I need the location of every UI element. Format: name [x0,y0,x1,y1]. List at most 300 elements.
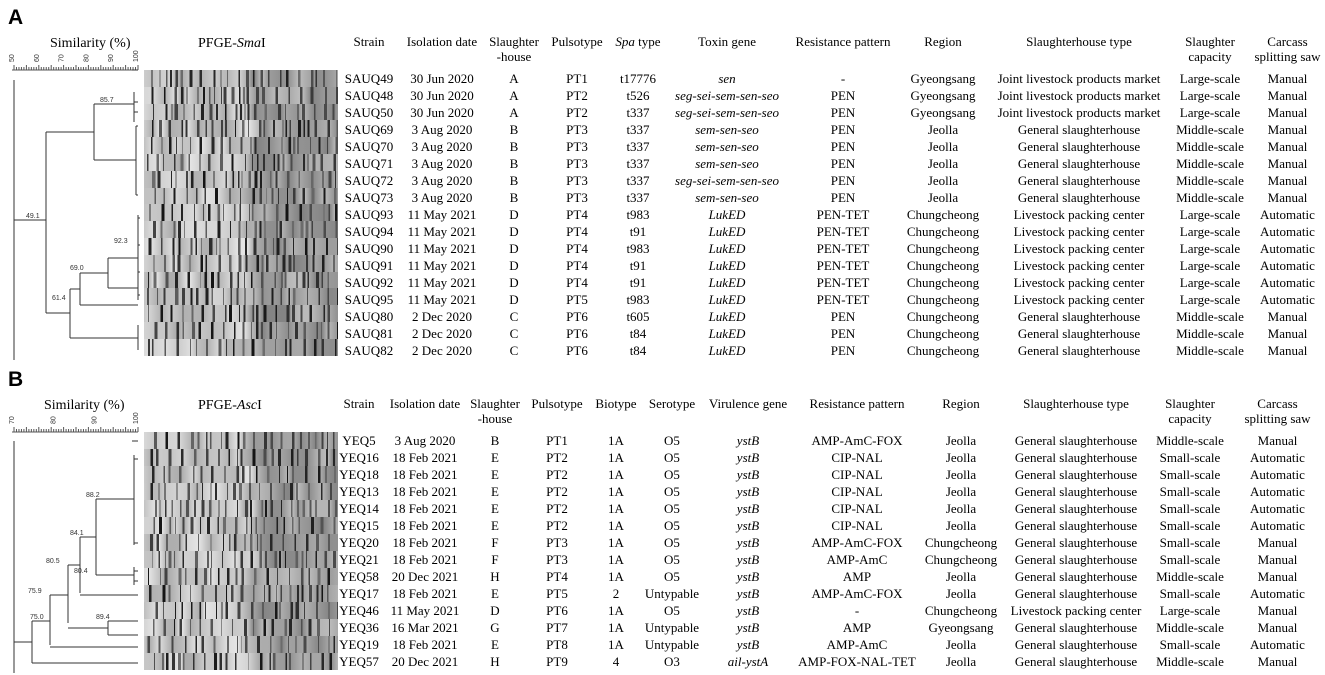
table-cell: Gyeongsang [910,71,976,86]
table-cell: E [491,484,499,499]
table-cell: PT2 [546,450,568,465]
table-cell: PT4 [566,224,588,239]
panel-a-table [338,34,1325,359]
table-cell: Middle-scale [1176,343,1244,358]
table-cell: PT1 [566,71,588,86]
table-cell: PEN-TET [816,207,870,222]
table-cell: General slaughterhouse [1014,586,1138,601]
gel-lane [144,466,338,483]
table-cell: General slaughterhouse [1014,484,1138,499]
table-cell: CIP-NAL [831,501,883,516]
table-cell: SAUQ82 [344,343,394,358]
table-cell: AMP-AmC-FOX [811,433,903,448]
table-cell: PEN-TET [816,258,870,273]
table-row [338,342,1325,359]
table-row [334,466,1325,483]
scale-tick-label: 70 [58,54,66,62]
table-cell: 1A [608,569,624,584]
table-cell: Livestock packing center [1013,275,1145,290]
table-cell: PT5 [566,292,588,307]
table-row [338,223,1325,240]
gel-lane [144,288,338,305]
table-cell: SAUQ93 [344,207,394,222]
gel-lane [144,517,338,534]
table-row [338,257,1325,274]
table-cell: Middle-scale [1176,309,1244,324]
table-cell: Manual [1267,343,1308,358]
table-cell: PT2 [566,88,588,103]
table-cell: 1A [608,450,624,465]
table-cell: Jeolla [927,173,959,188]
table-cell: 30 Jun 2020 [410,71,474,86]
table-cell: D [509,275,519,290]
gel-lane [144,204,338,221]
gel-lane [144,636,338,653]
header-spa-type: Spa type [615,34,661,49]
table-cell: Jeolla [945,450,977,465]
table-cell: C [509,326,519,341]
header-serotype: Serotype [648,396,696,411]
table-cell: 2 Dec 2020 [412,326,472,341]
table-cell: YEQ13 [339,484,379,499]
table-cell: PEN [830,122,856,137]
table-cell: B [509,139,519,154]
table-cell: Manual [1257,603,1298,618]
table-cell: O5 [664,552,680,567]
table-cell: Jeolla [927,156,959,171]
table-cell: Jeolla [945,518,977,533]
table-cell: 11 May 2021 [407,224,477,239]
table-cell: SAUQ92 [344,275,394,290]
table-cell: ystB [736,535,760,550]
table-cell: PEN-TET [816,241,870,256]
table-cell: Jeolla [945,501,977,516]
table-cell: General slaughterhouse [1017,139,1141,154]
table-cell: Jeolla [945,467,977,482]
table-cell: PEN [830,326,856,341]
table-cell: 16 Mar 2021 [391,620,459,635]
table-cell: t84 [629,343,647,358]
table-cell: General slaughterhouse [1014,654,1138,669]
table-cell: LukED [708,224,746,239]
panel-b-node-label: 75.9 [28,588,42,595]
table-cell: 18 Feb 2021 [392,535,458,550]
gel-lane [144,305,338,322]
table-cell: t84 [629,326,647,341]
table-cell: Large-scale [1179,71,1241,86]
scale-tick-label: 100 [133,412,140,424]
table-cell: AMP-AmC [826,552,888,567]
table-cell: t983 [626,241,650,256]
table-cell: 18 Feb 2021 [392,450,458,465]
table-row [334,449,1325,466]
panel-b-similarity-title: Similarity (%) [44,398,125,413]
table-row [338,121,1325,138]
table-cell: Large-scale [1179,88,1241,103]
table-cell: O5 [664,569,680,584]
table-cell: Manual [1257,552,1298,567]
table-cell: Chungcheong [906,224,980,239]
table-cell: ystB [736,586,760,601]
table-row [334,585,1325,602]
table-cell: 2 [612,586,620,601]
table-cell: AMP-AmC-FOX [811,535,903,550]
table-cell: Automatic [1250,586,1305,601]
table-cell: O5 [664,603,680,618]
table-cell: 1A [608,484,624,499]
panel-b-pfge-gel [144,432,338,670]
table-cell: Small-scale [1159,484,1221,499]
table-cell: 11 May 2021 [407,207,477,222]
header-pulsotype: Pulsotype [551,34,603,49]
panel-a-letter: A [8,6,24,29]
table-cell: ystB [736,603,760,618]
gel-lane [144,87,338,104]
table-cell: Manual [1267,105,1308,120]
gel-lane [144,534,338,551]
table-cell: SAUQ91 [344,258,394,273]
table-cell: Livestock packing center [1013,292,1145,307]
table-cell: O5 [664,484,680,499]
table-cell: PT1 [546,433,568,448]
table-cell: G [490,620,500,635]
table-cell: Gyeongsang [910,88,976,103]
header-resistance-pattern: Resistance pattern [795,34,891,49]
table-cell: Middle-scale [1176,173,1244,188]
table-cell: Jeolla [927,190,959,205]
table-cell: Untypable [644,586,700,601]
table-cell: Small-scale [1159,501,1221,516]
table-cell: Automatic [1250,518,1305,533]
table-cell: PT6 [566,343,588,358]
table-cell: F [491,535,499,550]
table-cell: LukED [708,207,746,222]
table-cell: Middle-scale [1156,654,1224,669]
panel-a-gel-title: PFGE-SmaI [198,36,266,51]
table-cell: PT2 [546,518,568,533]
table-row [338,87,1325,104]
table-cell: Middle-scale [1176,139,1244,154]
table-cell: O5 [664,518,680,533]
table-row [334,517,1325,534]
table-cell: D [509,292,519,307]
table-cell: 11 May 2021 [407,258,477,273]
table-cell: Jeolla [945,569,977,584]
table-cell: 1A [608,535,624,550]
table-cell: Livestock packing center [1010,603,1142,618]
table-cell: F [491,552,499,567]
table-cell: Large-scale [1179,275,1241,290]
table-cell: Chungcheong [906,207,980,222]
table-cell: SAUQ95 [344,292,394,307]
table-cell: D [509,224,519,239]
header-strain: Strain [353,34,385,49]
table-cell: D [509,241,519,256]
table-cell: Middle-scale [1176,190,1244,205]
panel-b-letter: B [8,368,24,391]
gel-lane [144,171,338,188]
scale-tick-label: 60 [33,54,41,62]
table-cell: Small-scale [1159,552,1221,567]
table-cell: PEN-TET [816,275,870,290]
table-cell: Jeolla [945,654,977,669]
header-slaughterhouse: Slaughter -house [489,34,539,64]
table-cell: Automatic [1260,241,1315,256]
table-cell: General slaughterhouse [1017,156,1141,171]
table-cell: seg-sei-sem-sen-seo [675,173,779,188]
table-cell: Large-scale [1179,241,1241,256]
table-cell: ystB [736,620,760,635]
table-cell: Large-scale [1179,224,1241,239]
table-cell: 1A [608,603,624,618]
table-cell: CIP-NAL [831,518,883,533]
table-cell: SAUQ69 [344,122,394,137]
table-cell: B [509,122,519,137]
table-cell: General slaughterhouse [1014,433,1138,448]
table-cell: General slaughterhouse [1017,326,1141,341]
panel-b-node-label: 88.2 [86,492,100,499]
table-cell: Manual [1267,326,1308,341]
scale-tick-label: 90 [108,54,116,62]
table-cell: AMP [842,569,872,584]
table-cell: General slaughterhouse [1017,190,1141,205]
table-cell: B [509,173,519,188]
table-cell: t605 [626,309,650,324]
panel-a-pfge-gel [144,70,338,355]
table-cell: Chungcheong [906,292,980,307]
table-cell: t337 [626,105,650,120]
table-row [338,104,1325,121]
table-cell: PT7 [546,620,568,635]
table-cell: Middle-scale [1156,620,1224,635]
table-cell: 20 Dec 2021 [391,569,459,584]
table-cell: LukED [708,241,746,256]
table-cell: Jeolla [945,433,977,448]
table-cell: 18 Feb 2021 [392,586,458,601]
table-cell: PT6 [546,603,568,618]
table-cell: O5 [664,450,680,465]
table-cell: E [491,586,499,601]
panel-b-node-label: 80.5 [46,558,60,565]
gel-lane [144,272,338,289]
table-row [338,291,1325,308]
table-cell: Middle-scale [1176,122,1244,137]
table-cell: 3 Aug 2020 [411,173,473,188]
scale-tick-label: 90 [91,416,99,424]
table-cell: PEN [830,343,856,358]
table-cell: LukED [708,292,746,307]
header-strain: Strain [343,396,375,411]
table-row [334,432,1325,449]
table-row [338,308,1325,325]
table-cell: Manual [1257,620,1298,635]
header-carcass-saw: Carcass splitting saw [1254,34,1321,64]
table-cell: t91 [629,224,647,239]
table-cell: A [509,71,519,86]
table-cell: E [491,450,499,465]
panel-a-node-label: 92.3 [114,238,128,245]
table-cell: sem-sen-seo [695,156,759,171]
table-cell: Large-scale [1179,258,1241,273]
table-cell: ystB [736,450,760,465]
table-cell: 18 Feb 2021 [392,518,458,533]
header-slaughterhouse-type: Slaughterhouse type [1023,396,1129,411]
table-cell: H [490,569,500,584]
table-cell: PT3 [546,552,568,567]
table-cell: 11 May 2021 [390,603,460,618]
table-cell: General slaughterhouse [1014,501,1138,516]
table-cell: PT2 [546,484,568,499]
table-cell: t337 [626,139,650,154]
table-cell: Manual [1257,535,1298,550]
table-cell: Chungcheong [924,552,998,567]
panel-b-node-label: 75.0 [30,614,44,621]
table-cell: 11 May 2021 [407,292,477,307]
panel-a-node-label: 85.7 [100,97,114,104]
table-cell: YEQ36 [339,620,379,635]
table-cell: CIP-NAL [831,450,883,465]
table-cell: B [490,433,500,448]
table-cell: t91 [629,275,647,290]
header-resistance-pattern: Resistance pattern [809,396,905,411]
table-cell: Livestock packing center [1013,207,1145,222]
table-cell: LukED [708,343,746,358]
panel-a-node-label: 49.1 [26,213,40,220]
table-row [338,155,1325,172]
table-cell: YEQ5 [342,433,376,448]
table-cell: Joint livestock products market [997,71,1161,86]
table-cell: Manual [1267,88,1308,103]
table-cell: 30 Jun 2020 [410,88,474,103]
table-cell: E [491,501,499,516]
table-cell: General slaughterhouse [1017,173,1141,188]
table-cell: Manual [1267,309,1308,324]
table-cell: General slaughterhouse [1014,450,1138,465]
table-cell: General slaughterhouse [1017,343,1141,358]
table-cell: General slaughterhouse [1017,309,1141,324]
table-cell: General slaughterhouse [1014,535,1138,550]
table-cell: SAUQ90 [344,241,394,256]
table-cell: 3 Aug 2020 [411,190,473,205]
table-cell: LukED [708,326,746,341]
table-cell: - [854,603,860,618]
table-cell: Automatic [1250,450,1305,465]
table-cell: H [490,654,500,669]
table-cell: SAUQ80 [344,309,394,324]
table-row [338,172,1325,189]
table-cell: 3 Aug 2020 [411,122,473,137]
header-isolation-date: Isolation date [406,34,478,49]
table-cell: Small-scale [1159,535,1221,550]
table-cell: General slaughterhouse [1014,637,1138,652]
table-cell: Large-scale [1159,603,1221,618]
table-cell: PEN [830,309,856,324]
table-cell: Small-scale [1159,637,1221,652]
gel-lane [144,137,338,154]
table-cell: CIP-NAL [831,484,883,499]
table-cell: ystB [736,552,760,567]
table-cell: Automatic [1260,292,1315,307]
table-cell: Gyeongsang [910,105,976,120]
table-cell: Gyeongsang [928,620,994,635]
table-cell: YEQ21 [339,552,379,567]
table-cell: Manual [1267,173,1308,188]
table-cell: Automatic [1260,224,1315,239]
panel-a-dendrogram [10,60,145,360]
table-row [334,619,1325,636]
table-cell: SAUQ72 [344,173,394,188]
table-cell: SAUQ50 [344,105,394,120]
table-cell: t337 [626,173,650,188]
header-toxin-gene: Toxin gene [698,34,756,49]
table-cell: Middle-scale [1176,326,1244,341]
gel-lane [144,653,338,670]
table-cell: PEN [830,156,856,171]
header-region: Region [924,34,962,49]
table-cell: Chungcheong [906,343,980,358]
table-cell: B [509,190,519,205]
gel-lane [144,221,338,238]
panel-b-dendrogram [10,425,145,675]
table-cell: PEN-TET [816,292,870,307]
header-slaughter-capacity: Slaughter capacity [1185,34,1235,64]
table-cell: PEN [830,139,856,154]
header-isolation-date: Isolation date [389,396,461,411]
table-cell: Automatic [1250,467,1305,482]
gel-lane [144,483,338,500]
table-cell: Livestock packing center [1013,258,1145,273]
scale-tick-label: 80 [50,416,58,424]
table-cell: PT9 [546,654,568,669]
table-cell: General slaughterhouse [1017,122,1141,137]
table-cell: PT2 [546,467,568,482]
table-cell: t337 [626,122,650,137]
table-cell: Joint livestock products market [997,105,1161,120]
table-cell: SAUQ94 [344,224,394,239]
table-cell: O3 [664,654,680,669]
table-row [334,534,1325,551]
table-cell: B [509,156,519,171]
table-row [338,206,1325,223]
scale-tick-label: 70 [9,416,16,424]
gel-lane [144,238,338,255]
table-cell: PT2 [546,501,568,516]
table-cell: PT4 [566,258,588,273]
table-row [334,602,1325,619]
panel-b-node-label: 84.1 [70,530,84,537]
table-cell: PT4 [566,207,588,222]
table-cell: t526 [626,88,650,103]
panel-b-node-label: 89.4 [96,614,110,621]
table-cell: Automatic [1260,258,1315,273]
table-cell: O5 [664,535,680,550]
table-cell: SAUQ71 [344,156,394,171]
table-cell: PT6 [566,326,588,341]
table-cell: Large-scale [1179,207,1241,222]
table-cell: Large-scale [1179,105,1241,120]
table-cell: AMP-AmC-FOX [811,586,903,601]
table-cell: ystB [736,569,760,584]
table-cell: PT8 [546,637,568,652]
table-cell: 1A [608,620,624,635]
gel-lane [144,602,338,619]
table-cell: Manual [1267,122,1308,137]
table-cell: PEN [830,173,856,188]
table-cell: 18 Feb 2021 [392,637,458,652]
table-cell: Manual [1267,156,1308,171]
table-cell: Middle-scale [1156,433,1224,448]
header-carcass-saw: Carcass splitting saw [1244,396,1311,426]
